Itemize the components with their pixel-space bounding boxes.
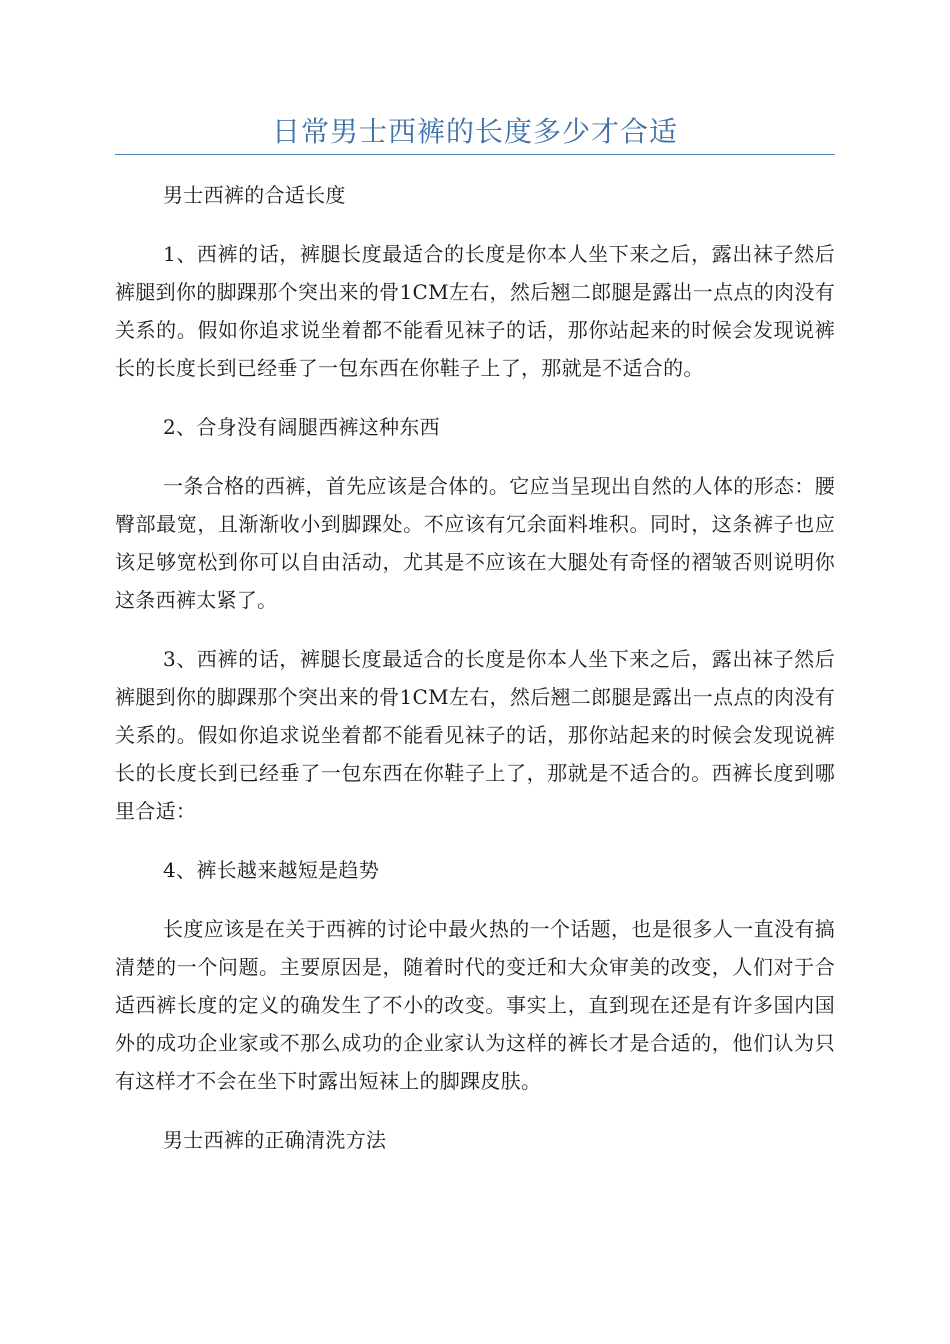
paragraph-point-4-heading: 4、裤长越来越短是趋势 bbox=[163, 858, 380, 882]
paragraph-fit-description: 一条合格的西裤，首先应该是合体的。它应当呈现出自然的人体的形态：腰臀部最宽，且渐渐收小到脚踝处。不应该有冗余面料堆积。同时，这条裤子也应该足够宽松到你可以自由活动，尤其是不应该在大腿处有奇怪的褶皱否则说明你这条西裤太紧了。 bbox=[115, 474, 835, 612]
paragraph-point-1: 1、西裤的话，裤腿长度最适合的长度是你本人坐下来之后，露出袜子然后裤腿到你的脚踝那个突出来的骨1CM左右，然后翘二郎腿是露出一点点的肉没有关系的。假如你追求说坐着都不能看见袜子的话，那你站起来的时候会发现说裤长的长度长到已经垂了一包东西在你鞋子上了，那就是不适合的。 bbox=[115, 242, 835, 380]
document-body bbox=[115, 176, 835, 1180]
title-underline bbox=[115, 154, 835, 155]
section-heading-suit-length: 男士西裤的合适长度 bbox=[163, 183, 346, 207]
section-heading-washing-method: 男士西裤的正确清洗方法 bbox=[163, 1128, 387, 1152]
paragraph-length-trend: 长度应该是在关于西裤的讨论中最火热的一个话题，也是很多人一直没有搞清楚的一个问题。主要原因是，随着时代的变迁和大众审美的改变，人们对于合适西裤长度的定义的确发生了不小的改变。事实上，直到现在还是有许多国内国外的成功企业家或不那么成功的企业家认为这样的裤长才是合适的，他们认为只有这样才不会在坐下时露出短袜上的脚踝皮肤。 bbox=[115, 917, 835, 1093]
paragraph-point-2-heading: 2、合身没有阔腿西裤这种东西 bbox=[163, 415, 440, 439]
paragraph-point-3: 3、西裤的话，裤腿长度最适合的长度是你本人坐下来之后，露出袜子然后裤腿到你的脚踝那个突出来的骨1CM左右，然后翘二郎腿是露出一点点的肉没有关系的。假如你追求说坐着都不能看见袜子的话，那你站起来的时候会发现说裤长的长度长到已经垂了一包东西在你鞋子上了，那就是不适合的。西裤长度到哪里合适： bbox=[115, 647, 835, 823]
document-title: 日常男士西裤的长度多少才合适 bbox=[271, 115, 678, 148]
